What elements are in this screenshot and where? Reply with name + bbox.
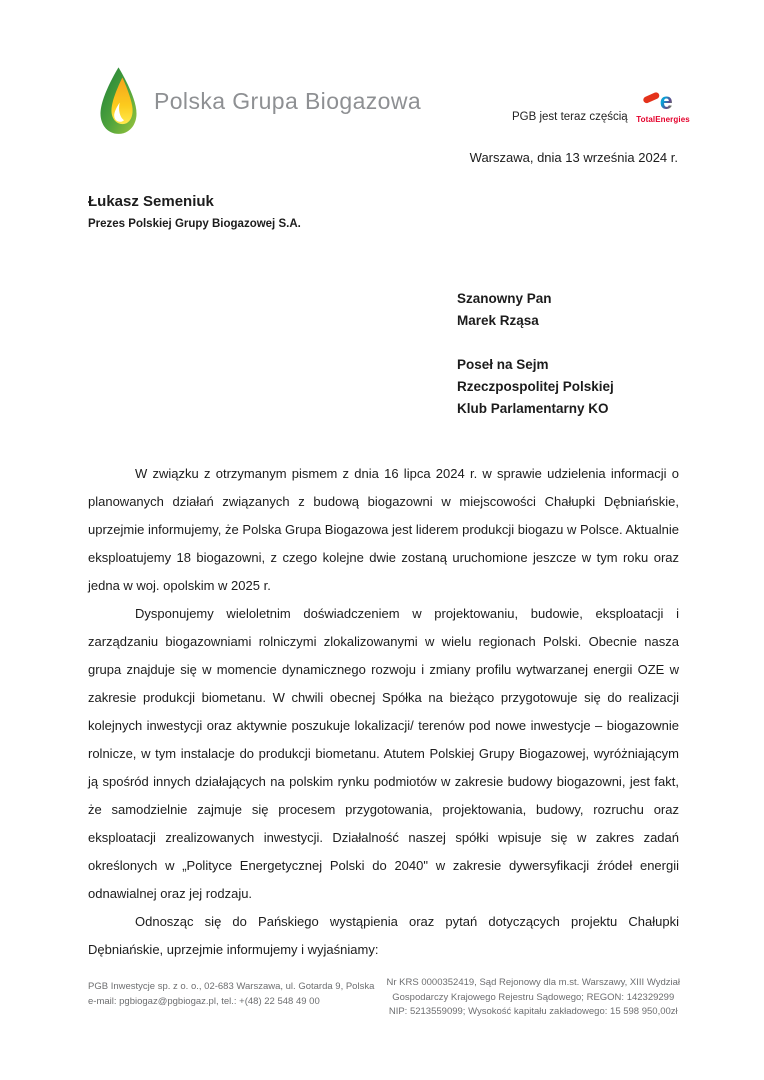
sender-name: Łukasz Semeniuk	[88, 193, 214, 210]
body-paragraph: W związku z otrzymanym pismem z dnia 16 lipca 2024 r. w sprawie udzielenia informacji o planowanych działań związanych z budową biogazowni w miejscowości Chałupki Dębniańskie, uprzejmie informujemy, że Polska Grupa Biogazowa jest liderem produkcji biogazu w Polsce. Aktualnie eksploatujemy 18 biogazowni, z czego kolejne dwie zostaną uruchomione jeszcze w tym roku oraz jedna w woj. opolskim w 2025 r.	[88, 466, 679, 593]
recipient-salutation: Szanowny Pan	[457, 291, 552, 306]
recipient-role-line: Poseł na Sejm	[457, 357, 549, 372]
totalenergies-logo	[631, 88, 695, 128]
totalenergies-mark-icon	[641, 88, 685, 114]
footer-registry-info	[387, 976, 680, 1020]
sender-block	[88, 192, 301, 230]
footer-registry-line: Gospodarczy Krajowego Rejestru Sądowego; REGON: 142329299	[392, 991, 675, 1003]
sender-title: Prezes Polskiej Grupy Biogazowej S.A.	[88, 218, 301, 230]
footer-company-address	[88, 979, 374, 1009]
brand-name: Polska Grupa Biogazowa	[154, 87, 422, 114]
pgb-drop-icon	[95, 62, 142, 140]
body-paragraph: Odnosząc się do Pańskiego wystąpienia oraz pytań dotyczących projektu Chałupki Dębniańskie, uprzejmie informujemy i wyjaśniamy:	[88, 914, 679, 957]
recipient-role-line: Rzeczpospolitej Polskiej	[457, 379, 614, 394]
footer-contact-line: e-mail: pgbiogaz@pgbiogaz.pl, tel.: +(48) 22 548 49 00	[88, 996, 320, 1007]
recipient-block	[457, 288, 614, 420]
footer-address-line: PGB Inwestycje sp. z o. o., 02-683 Warszawa, ul. Gotarda 9, Polska	[88, 981, 375, 992]
totalenergies-wordmark: TotalEnergies	[636, 115, 690, 124]
recipient-role-line: Klub Parlamentarny KO	[457, 401, 609, 416]
letter-body	[88, 460, 679, 964]
footer-registry-line: NIP: 5213559099; Wysokość kapitału zakładowego: 15 598 950,00zł	[388, 1006, 678, 1017]
footer-registry-line: Nr KRS 0000352419, Sąd Rejonowy dla m.st. Warszawy, XIII Wydział	[386, 977, 680, 988]
partner-note: PGB jest teraz częścią	[512, 111, 628, 123]
pgb-logo	[95, 62, 421, 140]
recipient-name: Marek Rząsa	[457, 313, 539, 328]
svg-text:e: e	[659, 88, 673, 114]
body-paragraph: Dysponujemy wieloletnim doświadczeniem w projektowaniu, budowie, eksploatacji i zarządzaniu biogazowniami rolniczymi zlokalizowanymi w wielu regionach Polski. Obecnie nasza grupa znajduje się w momencie dynamicznego rozwoju i zmiany profilu wytwarzanej energii OZE w zakresie produkcji biometanu. W chwili obecnej Spółka na bieżąco przygotowuje się do realizacji kolejnych inwestycji oraz aktywnie poszukuje lokalizacji/ terenów pod nowe inwestycje – biogazownie rolnicze, w tym instalacje do produkcji biometanu. Atutem Polskiej Grupy Biogazowej, wyróżniającym ją spośród innych działających na polskim rynku podmiotów w zakresie budowy biogazowni, jest fakt, że samodzielnie zajmuje się procesem przygotowania, projektowania, budowy, rozruchu oraz eksploatacji zrealizowanych inwestycji. Działalność naszej spółki wpisuje się w zakres zadań określonych w „Polityce Energetycznej Polski do 2040" w zakresie dywersyfikacji źródeł energii odnawialnej oraz jej rodzaju.	[88, 606, 679, 901]
dateline: Warszawa, dnia 13 września 2024 r.	[469, 150, 678, 165]
